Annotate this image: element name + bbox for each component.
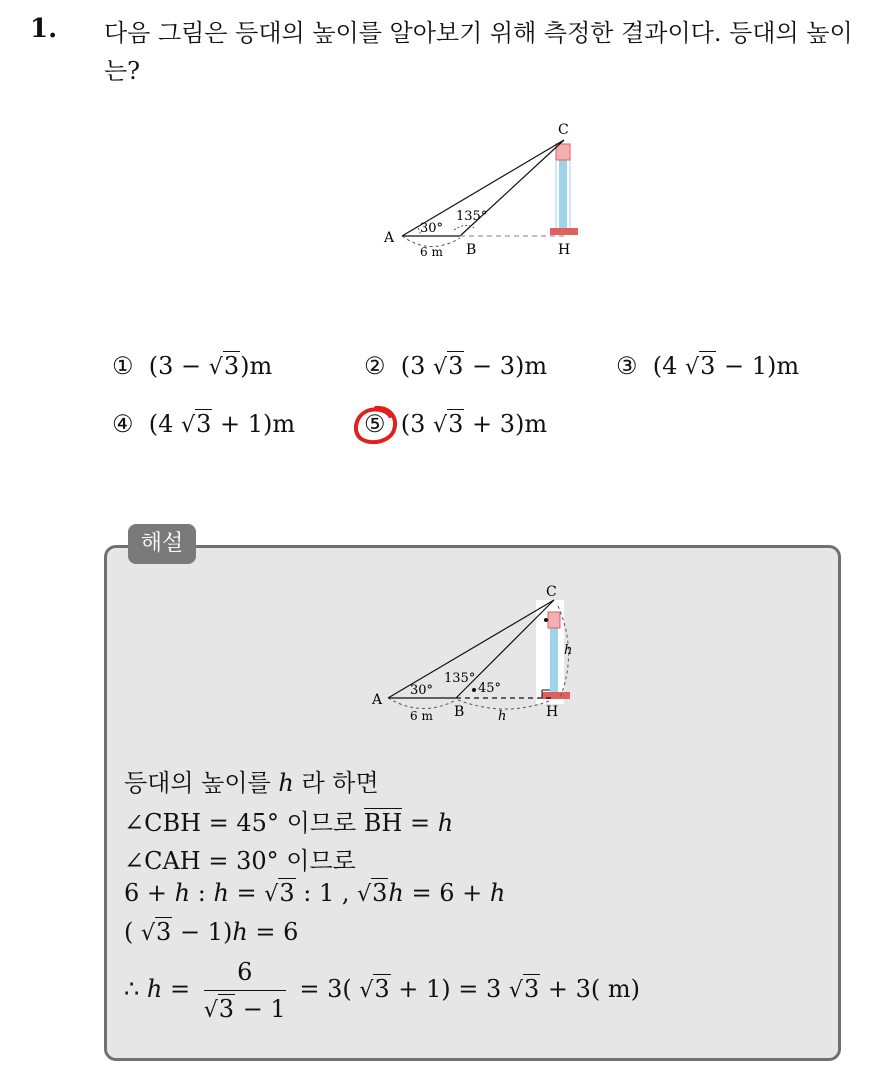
choice-4[interactable]: ④ (4 √3 + 1)m [112, 410, 296, 438]
solution-line-6: ∴ h = $\frac{6}{√3 - 1}$ = 3( √3 + 1) = 3 √3 + 3( m) [124, 958, 640, 1023]
svg-text:C: C [546, 584, 557, 600]
svg-text:B: B [466, 242, 477, 258]
svg-text:h: h [564, 643, 573, 658]
question-number: 1. [30, 14, 58, 44]
svg-text:45°: 45° [478, 681, 502, 696]
svg-text:30°: 30° [420, 221, 444, 236]
choice-1[interactable]: ① (3 − √3)m [112, 352, 273, 380]
fraction: $\frac{6}{√3 - 1}$ [203, 958, 286, 1023]
solution-line-4: 6 + h : h = √3 : 1 , √3h = 6 + h [124, 879, 506, 907]
lighthouse-figure [370, 118, 600, 268]
solution-tab: 해설 [128, 524, 196, 564]
solution-line-5: ( √3 − 1)h = 6 [124, 918, 299, 946]
svg-text:A: A [372, 692, 383, 708]
svg-text:135°: 135° [444, 671, 476, 686]
svg-text:B: B [454, 704, 465, 720]
svg-text:h: h [498, 709, 507, 724]
lighthouse-lamp-icon [548, 612, 560, 628]
lighthouse-body-icon [559, 148, 567, 232]
answer-mark-icon [350, 402, 402, 448]
svg-text:135°: 135° [456, 209, 488, 224]
solution-line-3: ∠CAH = 30° 이므로 [124, 847, 356, 875]
lighthouse-base-icon [550, 228, 578, 235]
svg-text:6 m: 6 m [420, 245, 443, 259]
svg-text:C: C [558, 122, 569, 138]
question-text: 다음 그림은 등대의 높이를 알아보기 위해 측정한 결과이다. 등대의 높이는? [104, 19, 853, 85]
choice-5[interactable]: ⑤ (3 √3 + 3)m [364, 410, 548, 438]
choice-2[interactable]: ② (3 √3 − 3)m [364, 352, 548, 380]
svg-text:A: A [384, 230, 395, 246]
lighthouse-lamp-icon [556, 144, 570, 160]
solution-line-2: ∠CBH = 45° 이므로 BH = h [124, 809, 454, 837]
svg-text:H: H [558, 242, 571, 258]
svg-text:30°: 30° [410, 683, 434, 698]
svg-text:H: H [546, 704, 559, 720]
solution-line-1: 등대의 높이를 h 라 하면 [124, 769, 379, 797]
solution-figure [366, 582, 596, 728]
choice-3[interactable]: ③ (4 √3 − 1)m [616, 352, 800, 380]
svg-text:6 m: 6 m [410, 709, 433, 723]
